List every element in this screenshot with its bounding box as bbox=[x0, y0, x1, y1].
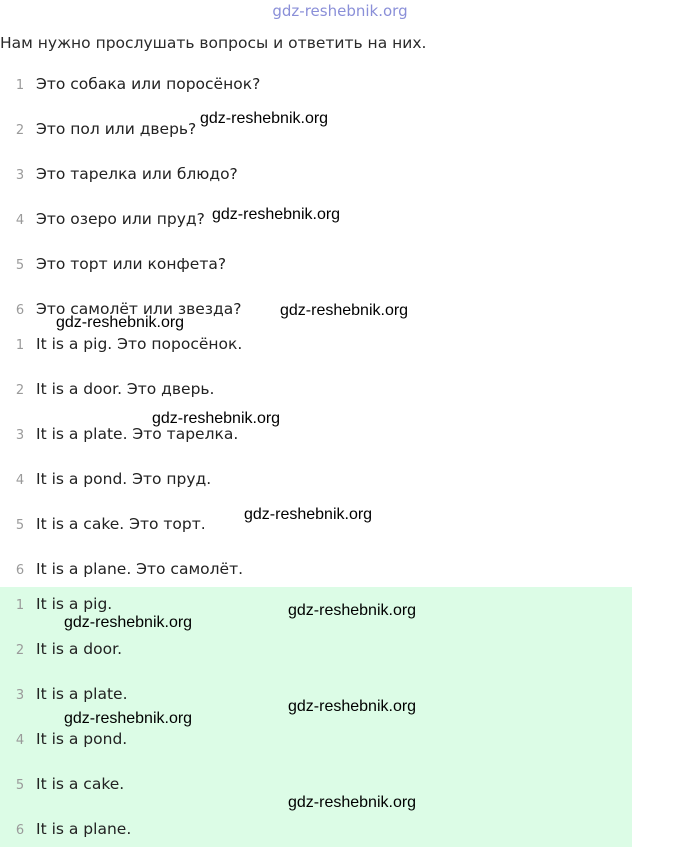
translated-answer-text: It is a plate. Это тарелка. bbox=[36, 425, 239, 443]
question-text: Это пол или дверь? bbox=[36, 120, 197, 138]
question-item bbox=[0, 165, 632, 187]
answer-item bbox=[0, 820, 632, 842]
item-number: 4 bbox=[15, 213, 25, 228]
watermark: gdz-reshebnik.org bbox=[56, 314, 185, 331]
question-text: Это озеро или пруд? bbox=[36, 210, 205, 228]
watermark: gdz-reshebnik.org bbox=[152, 410, 281, 427]
item-number: 3 bbox=[15, 168, 25, 183]
answer-text: It is a pig. bbox=[36, 595, 113, 613]
translated-answer-item bbox=[0, 470, 632, 492]
translated-answer-item bbox=[0, 380, 632, 402]
watermark: gdz-reshebnik.org bbox=[280, 302, 409, 319]
answer-text: It is a door. bbox=[36, 640, 122, 658]
item-number: 4 bbox=[15, 733, 25, 748]
item-number: 5 bbox=[15, 258, 25, 273]
item-number: 1 bbox=[15, 338, 25, 353]
item-number: 4 bbox=[15, 473, 25, 488]
answer-text: It is a cake. bbox=[36, 775, 125, 793]
watermark: gdz-reshebnik.org bbox=[288, 602, 417, 619]
watermark: gdz-reshebnik.org bbox=[212, 206, 341, 223]
item-number: 3 bbox=[15, 688, 25, 703]
translated-answer-item bbox=[0, 335, 632, 357]
item-number: 6 bbox=[15, 303, 25, 318]
watermark: gdz-reshebnik.org bbox=[64, 614, 193, 631]
translated-answer-text: It is a plane. Это самолёт. bbox=[36, 560, 244, 578]
translated-answer-text: It is a cake. Это торт. bbox=[36, 515, 206, 533]
watermark: gdz-reshebnik.org bbox=[200, 110, 329, 127]
item-number: 6 bbox=[15, 563, 25, 578]
item-number: 5 bbox=[15, 518, 25, 533]
question-text: Это торт или конфета? bbox=[36, 255, 227, 273]
question-text: Это самолёт или звезда? bbox=[36, 300, 242, 318]
question-item bbox=[0, 255, 632, 277]
translated-answer-text: It is a pond. Это пруд. bbox=[36, 470, 212, 488]
answer-text: It is a plane. bbox=[36, 820, 132, 838]
question-item bbox=[0, 75, 632, 97]
translated-answer-text: It is a pig. Это поросёнок. bbox=[36, 335, 243, 353]
watermark: gdz-reshebnik.org bbox=[288, 698, 417, 715]
item-number: 2 bbox=[15, 643, 25, 658]
translated-answer-item bbox=[0, 425, 632, 447]
translated-answer-text: It is a door. Это дверь. bbox=[36, 380, 215, 398]
question-text: Это собака или поросёнок? bbox=[36, 75, 261, 93]
question-text: Это тарелка или блюдо? bbox=[36, 165, 238, 183]
answer-item bbox=[0, 730, 632, 752]
translated-answer-item bbox=[0, 560, 632, 582]
item-number: 1 bbox=[15, 78, 25, 93]
watermark: gdz-reshebnik.org bbox=[288, 794, 417, 811]
item-number: 6 bbox=[15, 823, 25, 838]
item-number: 2 bbox=[15, 123, 25, 138]
answer-text: It is a plate. bbox=[36, 685, 128, 703]
intro-text: Нам нужно прослушать вопросы и ответить на них. bbox=[0, 34, 427, 52]
answer-text: It is a pond. bbox=[36, 730, 128, 748]
item-number: 2 bbox=[15, 383, 25, 398]
site-header-link[interactable]: gdz-reshebnik.org bbox=[272, 2, 408, 20]
item-number: 1 bbox=[15, 598, 25, 613]
item-number: 5 bbox=[15, 778, 25, 793]
item-number: 3 bbox=[15, 428, 25, 443]
watermark: gdz-reshebnik.org bbox=[244, 506, 373, 523]
watermark: gdz-reshebnik.org bbox=[64, 710, 193, 727]
answer-item bbox=[0, 640, 632, 662]
